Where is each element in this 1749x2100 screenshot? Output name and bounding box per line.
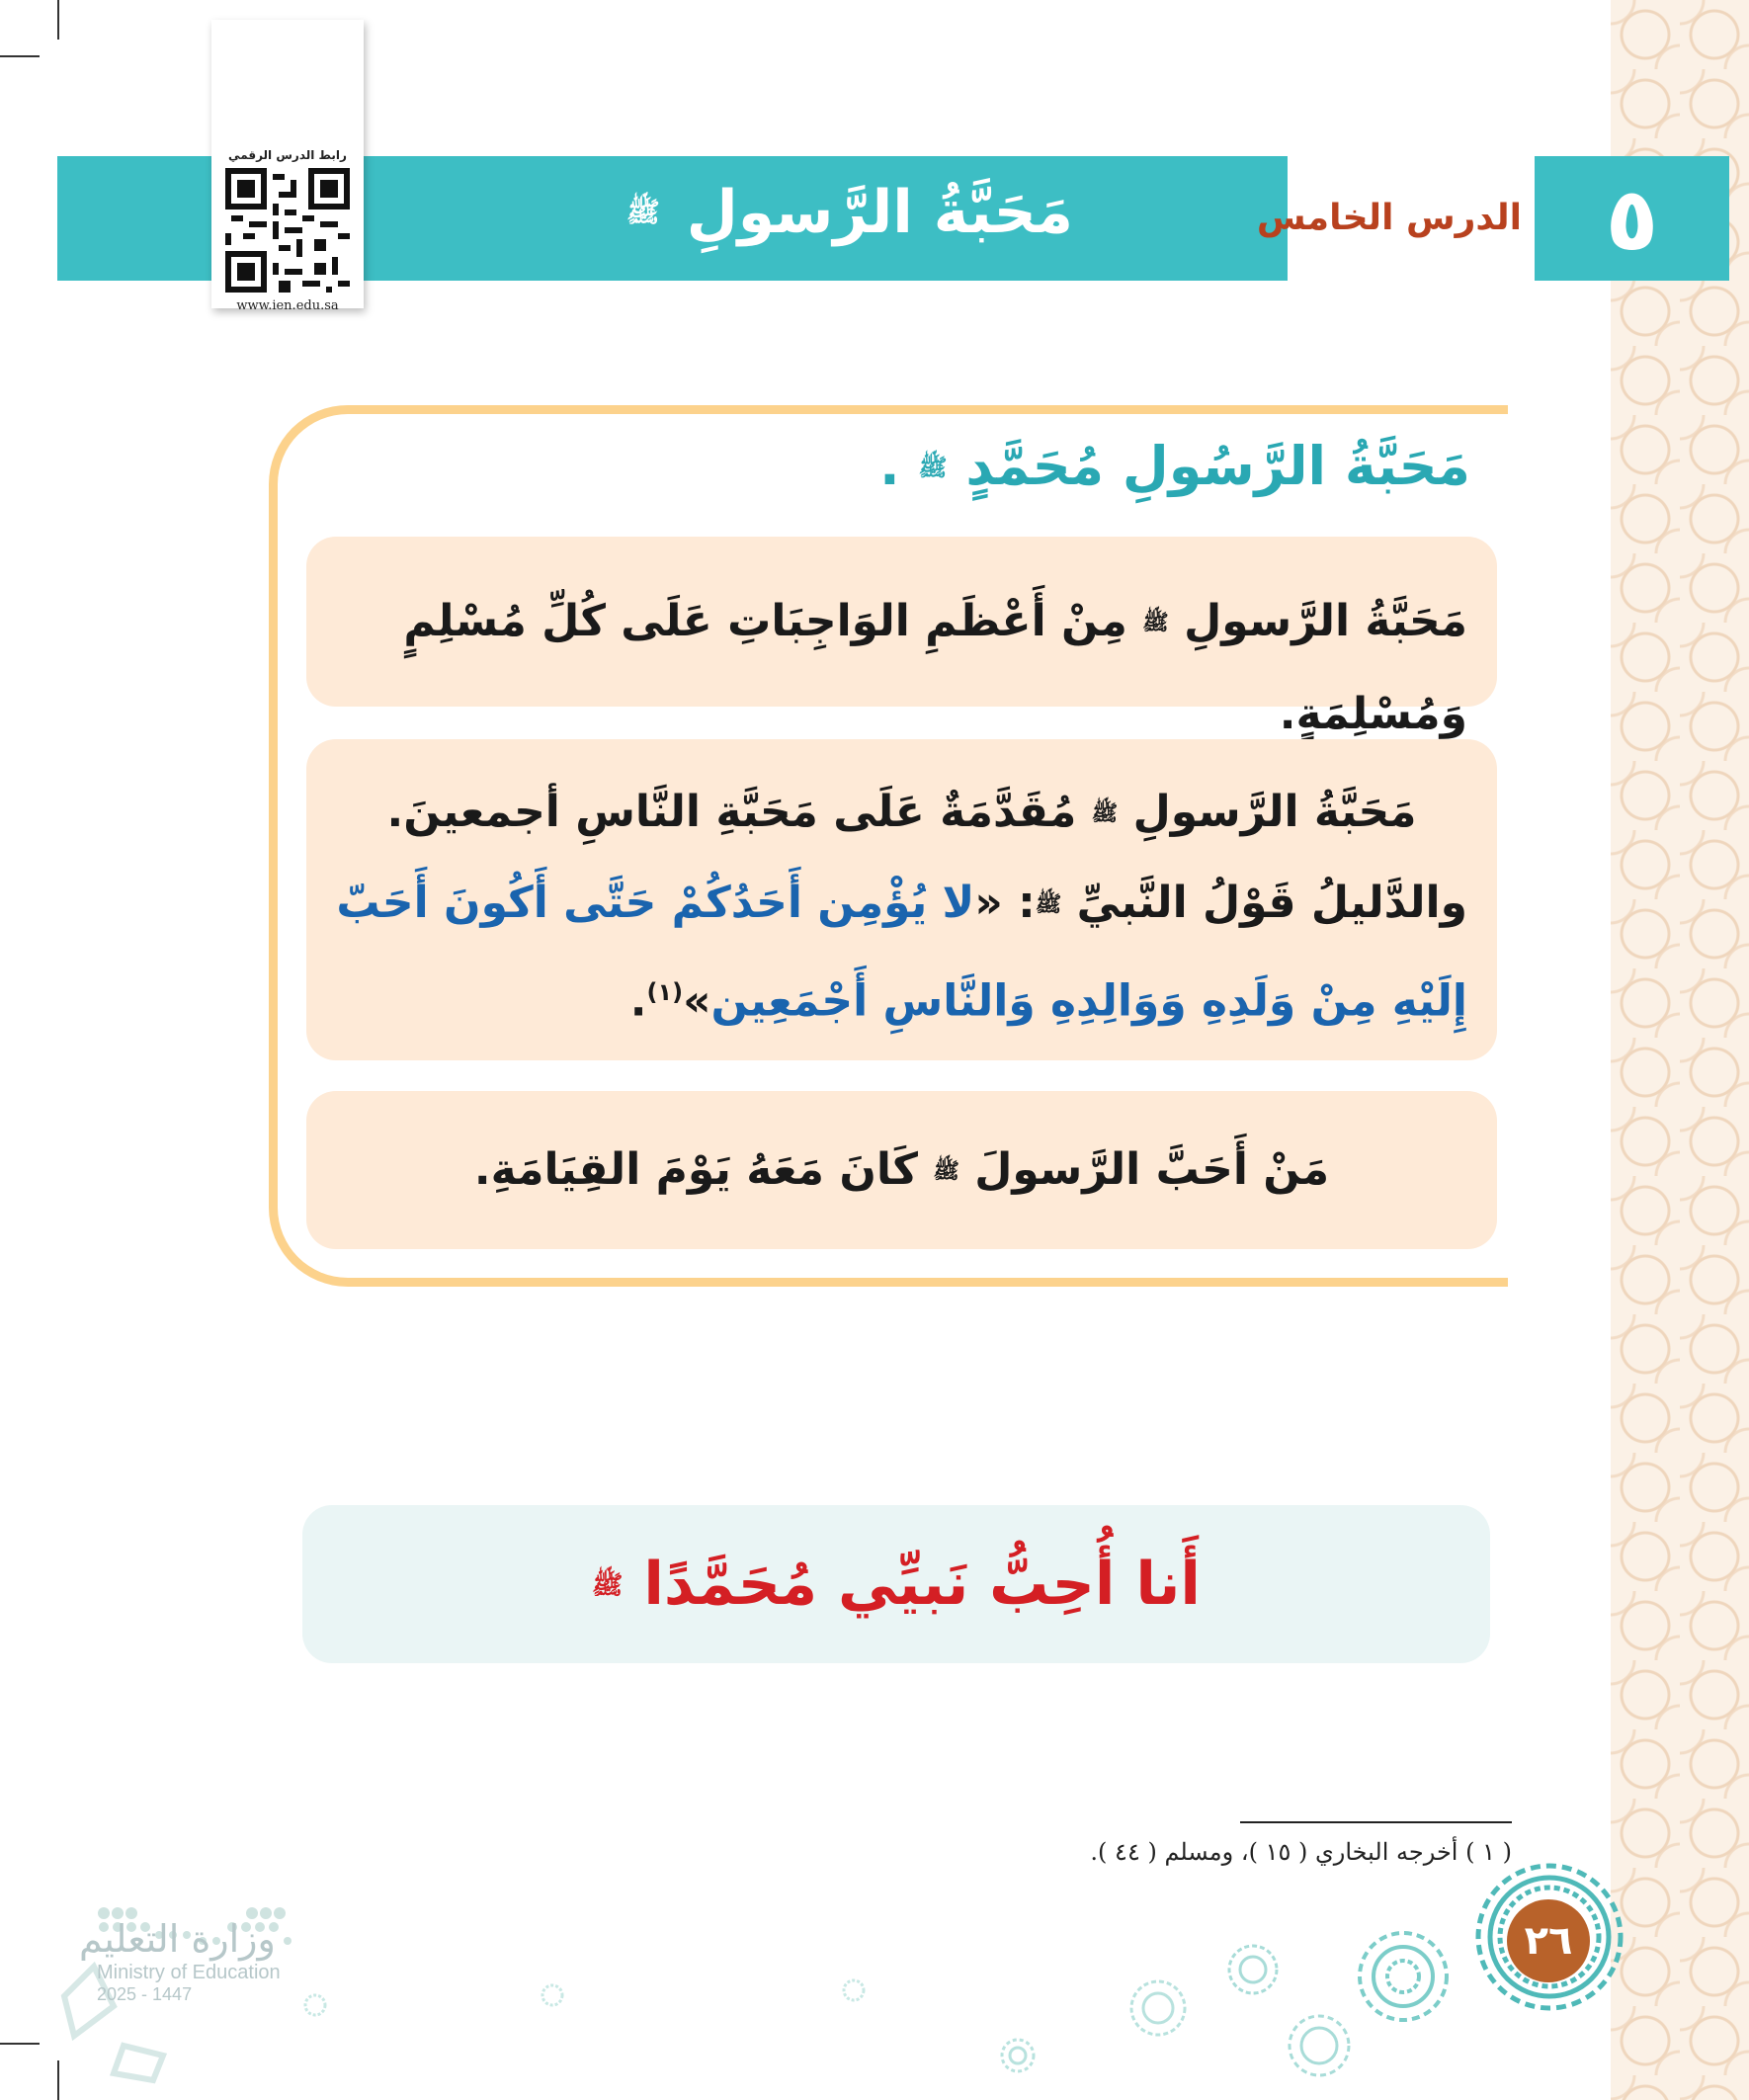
ministry-name-en: Ministry of Education: [97, 1962, 281, 1983]
rosette-ornament-icon: [1225, 1942, 1281, 1997]
love-statement-box: [302, 1505, 1490, 1663]
qr-label: رابط الدرس الرقمي: [228, 148, 347, 162]
lesson-number: ٥: [1535, 156, 1729, 281]
rosette-ornament-icon: [539, 1981, 566, 2009]
card3-text-2: كَانَ مَعَهُ يَوْمَ القِيَامَةِ.: [473, 1144, 919, 1195]
lesson-title-text: مَحَبَّةُ الرَّسولِ: [686, 178, 1073, 247]
qr-card[interactable]: [211, 20, 364, 313]
page-number: ٢٦: [1507, 1899, 1590, 1982]
card2-evidence-label: والدَّليلُ قَوْلُ النَّبيِّ: [1076, 878, 1467, 928]
ministry-name-ar: وزارة التعليم: [79, 1917, 276, 1961]
lesson-label: الدرس الخامس: [1256, 198, 1522, 238]
decorative-side-pattern: [1611, 0, 1749, 2100]
info-card-3: [306, 1091, 1497, 1249]
ministry-year: 2025 - 1447: [97, 1984, 193, 2004]
crop-mark: [0, 55, 40, 57]
quote-open: «: [974, 878, 1003, 928]
honorific-glyph: ﷺ: [933, 1159, 959, 1184]
footnote-reference[interactable]: (١): [646, 978, 684, 1006]
qr-url[interactable]: www.ien.edu.sa: [236, 298, 339, 313]
info-card-1: [306, 537, 1497, 739]
rosette-ornament-icon: [840, 1976, 868, 2004]
honorific-glyph: ﷺ: [1035, 892, 1062, 917]
section-title: [879, 435, 1470, 497]
hadith-text: لا يُؤْمِن أَحَدُكُمْ حَتَّى أَكُونَ أَحَبّ إِلَيْهِ مِنْ وَلَدِهِ وَوَالِدِهِ وَالنَّاسِ أَجْمَعِين: [336, 878, 1467, 1027]
love-statement: [592, 1550, 1201, 1619]
honorific-glyph: ﷺ: [626, 196, 660, 229]
card2-text-1: مَحَبَّةُ الرَّسولِ: [1132, 787, 1417, 837]
quote-close: »: [683, 975, 711, 1027]
card2-text-2: مُقَدَّمَةٌ عَلَى مَحَبَّةِ النَّاسِ أجمعينَ.: [386, 787, 1077, 837]
card2-end: .: [629, 975, 647, 1027]
honorific-glyph: ﷺ: [918, 453, 948, 481]
crop-mark: [0, 2043, 40, 2045]
info-card-2: [306, 739, 1497, 1060]
footnote: ( ١ ) أخرجه البخاري ( ١٥ )، ومسلم ( ٤٤ ).: [1090, 1838, 1512, 1866]
card1-text-1: مَحَبَّةُ الرَّسولِ: [1184, 596, 1467, 646]
love-statement-text: أَنا أُحِبُّ نَبيِّي مُحَمَّدًا: [643, 1550, 1201, 1619]
crop-mark: [57, 0, 59, 40]
card2-colon: :: [1018, 878, 1036, 928]
card3-text-1: مَنْ أَحَبَّ الرَّسولَ: [974, 1144, 1330, 1195]
qr-code-icon[interactable]: [225, 168, 350, 293]
section-title-end: .: [879, 435, 900, 497]
honorific-glyph: ﷺ: [1091, 801, 1119, 826]
card1-text-2: مِنْ أَعْظَمِ الوَاجِبَاتِ عَلَى كُلِّ مُسْلِمٍ وَمُسْلِمَةٍ.: [403, 596, 1467, 739]
rosette-ornament-icon: [1354, 1927, 1453, 2026]
rosette-ornament-icon: [1126, 1976, 1190, 2040]
honorific-glyph: ﷺ: [592, 1570, 624, 1601]
lesson-title: [553, 178, 1146, 247]
honorific-glyph: ﷺ: [1142, 611, 1169, 635]
card2-line-1: [336, 767, 1467, 860]
rosette-ornament-icon: [1285, 2011, 1354, 2080]
section-title-text: مَحَبَّةُ الرَّسُولِ مُحَمَّدٍ: [965, 435, 1470, 497]
rosette-ornament-icon: [998, 2036, 1038, 2075]
card2-line-2: [336, 860, 1467, 1046]
footnote-divider: [1240, 1821, 1512, 1823]
